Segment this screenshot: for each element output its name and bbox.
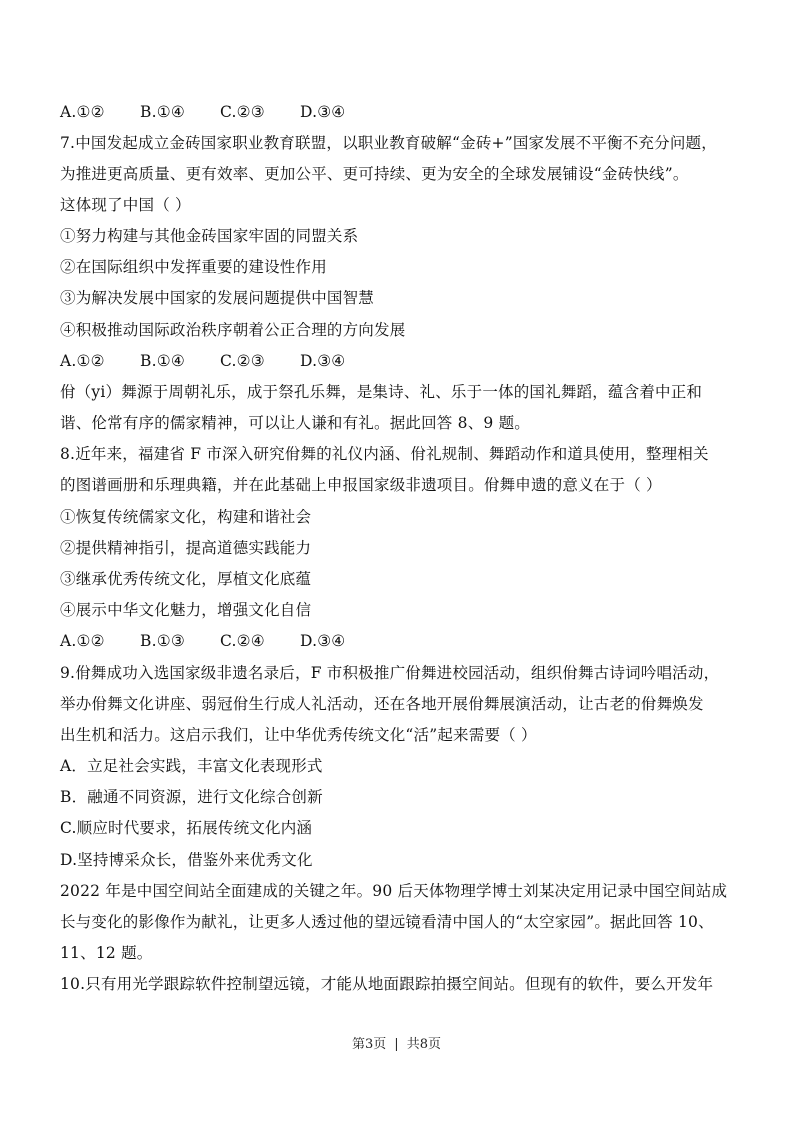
q8-option-d: D.③④ (300, 632, 346, 650)
q9-choice-b: B．融通不同资源，进行文化综合创新 (60, 788, 323, 806)
page-total: 共8页 (406, 1037, 441, 1052)
q7-item: ①努力构建与其他金砖国家牢固的同盟关系 (60, 227, 359, 245)
intro-10-12-line: 2022 年是中国空间站全面建成的关键之年。90 后天体物理学博士刘某决定用记录中国空间站成 (60, 882, 728, 900)
q9-choice-a: A．立足社会实践，丰富文化表现形式 (60, 757, 323, 775)
q8-options (60, 629, 740, 653)
q6-option-a: A.①② (60, 103, 105, 121)
q7-options (60, 349, 740, 373)
q9-stem-line: 出生机和活力。这启示我们，让中华优秀传统文化“活”起来需要（ ） (60, 726, 537, 744)
footer-separator: | (394, 1037, 399, 1052)
q7-stem-line: 为推进更高质量、更有效率、更加公平、更可持续、更为安全的全球发展铺设“金砖快线”。 (60, 165, 689, 183)
q7-item: ③为解决发展中国家的发展问题提供中国智慧 (60, 289, 375, 307)
q8-item: ②提供精神指引，提高道德实践能力 (60, 539, 312, 557)
q8-item: ③继承优秀传统文化，厚植文化底蕴 (60, 570, 312, 588)
q7-item: ④积极推动国际政治秩序朝着公正合理的方向发展 (60, 321, 406, 339)
q8-option-c: C.②④ (220, 632, 265, 650)
q6-option-d: D.③④ (300, 103, 346, 121)
q7-option-a: A.①② (60, 352, 105, 370)
q7-stem-line: 7.中国发起成立金砖国家职业教育联盟，以职业教育破解“金砖+”国家发展不平衡不充分问题， (60, 134, 717, 152)
intro-10-12-line: 11、12 题。 (60, 944, 153, 962)
intro-8-9-line: 谐、伦常有序的儒家精神，可以让人谦和有礼。据此回答 8、9 题。 (60, 414, 530, 432)
q9-choice-c: C.顺应时代要求，拓展传统文化内涵 (60, 819, 313, 837)
q6-options (60, 100, 740, 124)
q7-option-c: C.②③ (220, 352, 265, 370)
q7-item: ②在国际组织中发挥重要的建设性作用 (60, 258, 327, 276)
q6-option-c: C.②③ (220, 103, 265, 121)
q7-stem-line: 这体现了中国（ ） (60, 196, 191, 214)
q9-stem-line: 举办佾舞文化讲座、弱冠佾生行成人礼活动，还在各地开展佾舞展演活动，让古老的佾舞焕发 (60, 695, 704, 713)
q8-stem-line: 的图谱画册和乐理典籍，并在此基础上申报国家级非遗项目。佾舞申遗的意义在于（ ） (60, 476, 662, 494)
q8-option-a: A.①② (60, 632, 105, 650)
q8-item: ①恢复传统儒家文化，构建和谐社会 (60, 508, 312, 526)
intro-10-12-line: 长与变化的影像作为献礼，让更多人透过他的望远镜看清中国人的“太空家园”。据此回答 10、 (60, 913, 714, 931)
q8-stem-line: 8.近年来，福建省 F 市深入研究佾舞的礼仪内涵、佾礼规制、舞蹈动作和道具使用，整理相关 (60, 445, 709, 463)
page-number: 第3页 (352, 1037, 387, 1052)
q9-choice-d: D.坚持博采众长，借鉴外来优秀文化 (60, 851, 313, 869)
intro-8-9-line: 佾（yi）舞源于周朝礼乐，成于祭孔乐舞，是集诗、礼、乐于一体的国礼舞蹈，蕴含着中正和 (60, 383, 703, 401)
q7-option-b: B.①④ (140, 352, 185, 370)
q9-stem-line: 9.佾舞成功入选国家级非遗名录后，F 市积极推广佾舞进校园活动，组织佾舞古诗词吟唱活动， (60, 664, 720, 682)
q7-option-d: D.③④ (300, 352, 346, 370)
q8-option-b: B.①③ (140, 632, 185, 650)
q6-option-b: B.①④ (140, 103, 185, 121)
page-footer (0, 1036, 793, 1054)
q10-stem-line: 10.只有用光学跟踪软件控制望远镜，才能从地面跟踪拍摄空间站。但现有的软件，要么开发年 (60, 975, 714, 993)
q8-item: ④展示中华文化魅力，增强文化自信 (60, 601, 312, 619)
